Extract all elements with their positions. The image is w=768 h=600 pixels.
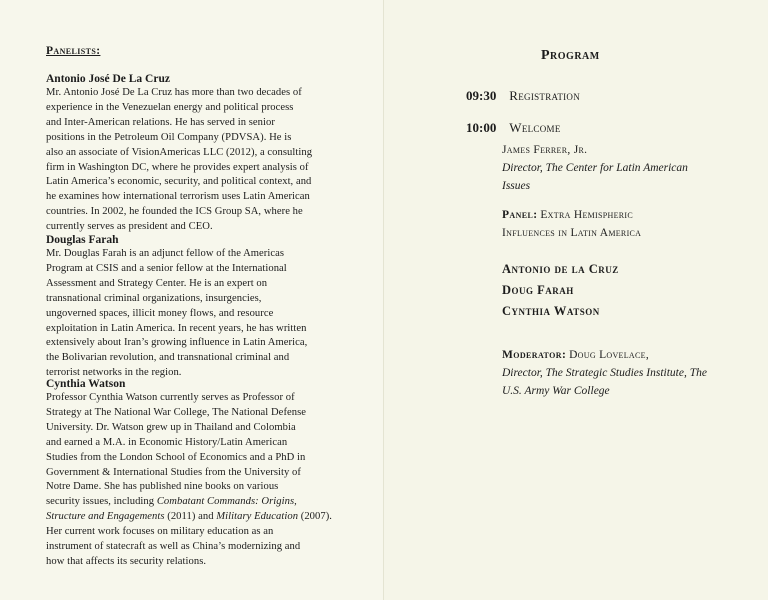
bio-line: currently serves as president and CEO.	[46, 221, 213, 233]
bio-line: Latin America’s economic, security, and political context, and	[46, 176, 312, 188]
bio-line: he examines how international terrorism uses Latin American	[46, 191, 310, 203]
schedule-row-welcome	[466, 120, 561, 136]
book-title: Structure and Engagements	[46, 511, 165, 523]
panel-label: Panel:	[502, 209, 538, 221]
bio-line: terrorist networks in the region.	[46, 367, 182, 379]
schedule-row-registration	[466, 88, 580, 104]
bio-line	[46, 495, 346, 510]
bio-line: the Bolivarian revolution, and transnational criminal and	[46, 352, 290, 364]
bio-line: Strategy at The National War College, The National Defense	[46, 406, 307, 418]
bio-line: Program at CSIS and a senior fellow at the International	[46, 262, 287, 274]
page-fold-divider	[383, 0, 384, 600]
bio-line: Government & International Studies from the University of	[46, 466, 301, 478]
panel-speaker: Doug Farah	[502, 283, 574, 297]
bio-text	[46, 86, 346, 235]
moderator-name: Doug Lovelace,	[569, 349, 650, 361]
bio-name: Cynthia Watson	[46, 378, 126, 390]
bio-line: Studies from the London School of Economics and a PhD in	[46, 451, 306, 463]
panel-title: Influences in Latin America	[502, 227, 642, 239]
schedule-time: 09:30	[466, 88, 497, 103]
bio-line: ungoverned spaces, illicit money flows, and resource	[46, 307, 274, 319]
welcome-speaker-block	[502, 141, 732, 195]
bio-line: exploitation in Latin America. In recent years, he has written	[46, 322, 307, 334]
bio-line: Professor Cynthia Watson currently serves as Professor of	[46, 392, 295, 403]
panel-title: Extra Hemispheric	[540, 209, 634, 221]
panel-title-line	[502, 206, 732, 224]
welcome-speaker-role: Director, The Center for Latin American	[502, 162, 688, 174]
moderator-label: Moderator:	[502, 349, 567, 361]
bio-line: Assessment and Strategy Center. He is an expert on	[46, 277, 268, 289]
bio-de-la-cruz	[46, 73, 346, 235]
moderator-role: Director, The Strategic Studies Institute, The	[502, 367, 707, 379]
bio-text-span: (2011) and	[164, 511, 217, 523]
moderator-role: U.S. Army War College	[502, 385, 610, 397]
bio-line: positions in the Petroleum Oil Company (PDVSA). He is	[46, 131, 292, 143]
bio-text-span: (2007).	[298, 511, 333, 523]
bio-line: Mr. Douglas Farah is an adjunct fellow of the Americas	[46, 248, 285, 259]
bio-text	[46, 247, 346, 381]
bio-watson	[46, 378, 346, 570]
bio-line: and Inter-American relations. He has served in senior	[46, 116, 275, 128]
book-title: Combatant Commands: Origins,	[156, 496, 297, 508]
bio-name: Douglas Farah	[46, 234, 119, 246]
bio-line: instrument of statecraft as well as China’s modernizing and	[46, 541, 301, 553]
bio-line: University. Dr. Watson grew up in Thailand and Colombia	[46, 421, 296, 433]
panelists-heading: Panelists:	[46, 45, 101, 57]
book-title: Military Education	[216, 511, 299, 523]
moderator-line	[502, 346, 732, 364]
welcome-speaker-role: Issues	[502, 180, 531, 192]
bio-line: firm in Washington DC, where he provides expert analysis of	[46, 161, 309, 173]
schedule-label: Registration	[509, 88, 581, 103]
bio-line: Notre Dame. She has published nine books on various	[46, 481, 279, 493]
welcome-speaker-name: James Ferrer, Jr.	[502, 144, 588, 156]
bio-farah	[46, 234, 346, 381]
bio-line: transnational criminal organizations, insurgencies,	[46, 292, 262, 304]
bio-line: how that affects its security relations.	[46, 555, 207, 567]
bio-text-span: security issues, including	[46, 496, 155, 508]
bio-line: Her current work focuses on military education as an	[46, 526, 274, 538]
panel-block	[502, 206, 732, 242]
schedule-time: 10:00	[466, 120, 497, 135]
bio-line: countries. In 2002, he founded the ICS Group SA, where he	[46, 206, 303, 218]
bio-line: extensively about Iran’s growing influence in Latin America,	[46, 337, 308, 349]
schedule-label: Welcome	[509, 120, 561, 135]
panel-speaker: Antonio de la Cruz	[502, 262, 619, 276]
bio-text	[46, 391, 346, 570]
bio-line	[46, 510, 346, 525]
bio-line: Mr. Antonio José De La Cruz has more than two decades of	[46, 87, 302, 98]
bio-name: Antonio José De La Cruz	[46, 73, 170, 85]
bio-line: and earned a M.A. in Economic History/Latin American	[46, 436, 288, 448]
program-title: Program	[541, 48, 600, 63]
panel-speaker: Cynthia Watson	[502, 304, 600, 318]
bio-line: also an associate of VisionAmericas LLC (2012), a consulting	[46, 146, 313, 158]
bio-line: experience in the Venezuelan energy and political process	[46, 101, 294, 113]
moderator-block	[502, 346, 732, 400]
